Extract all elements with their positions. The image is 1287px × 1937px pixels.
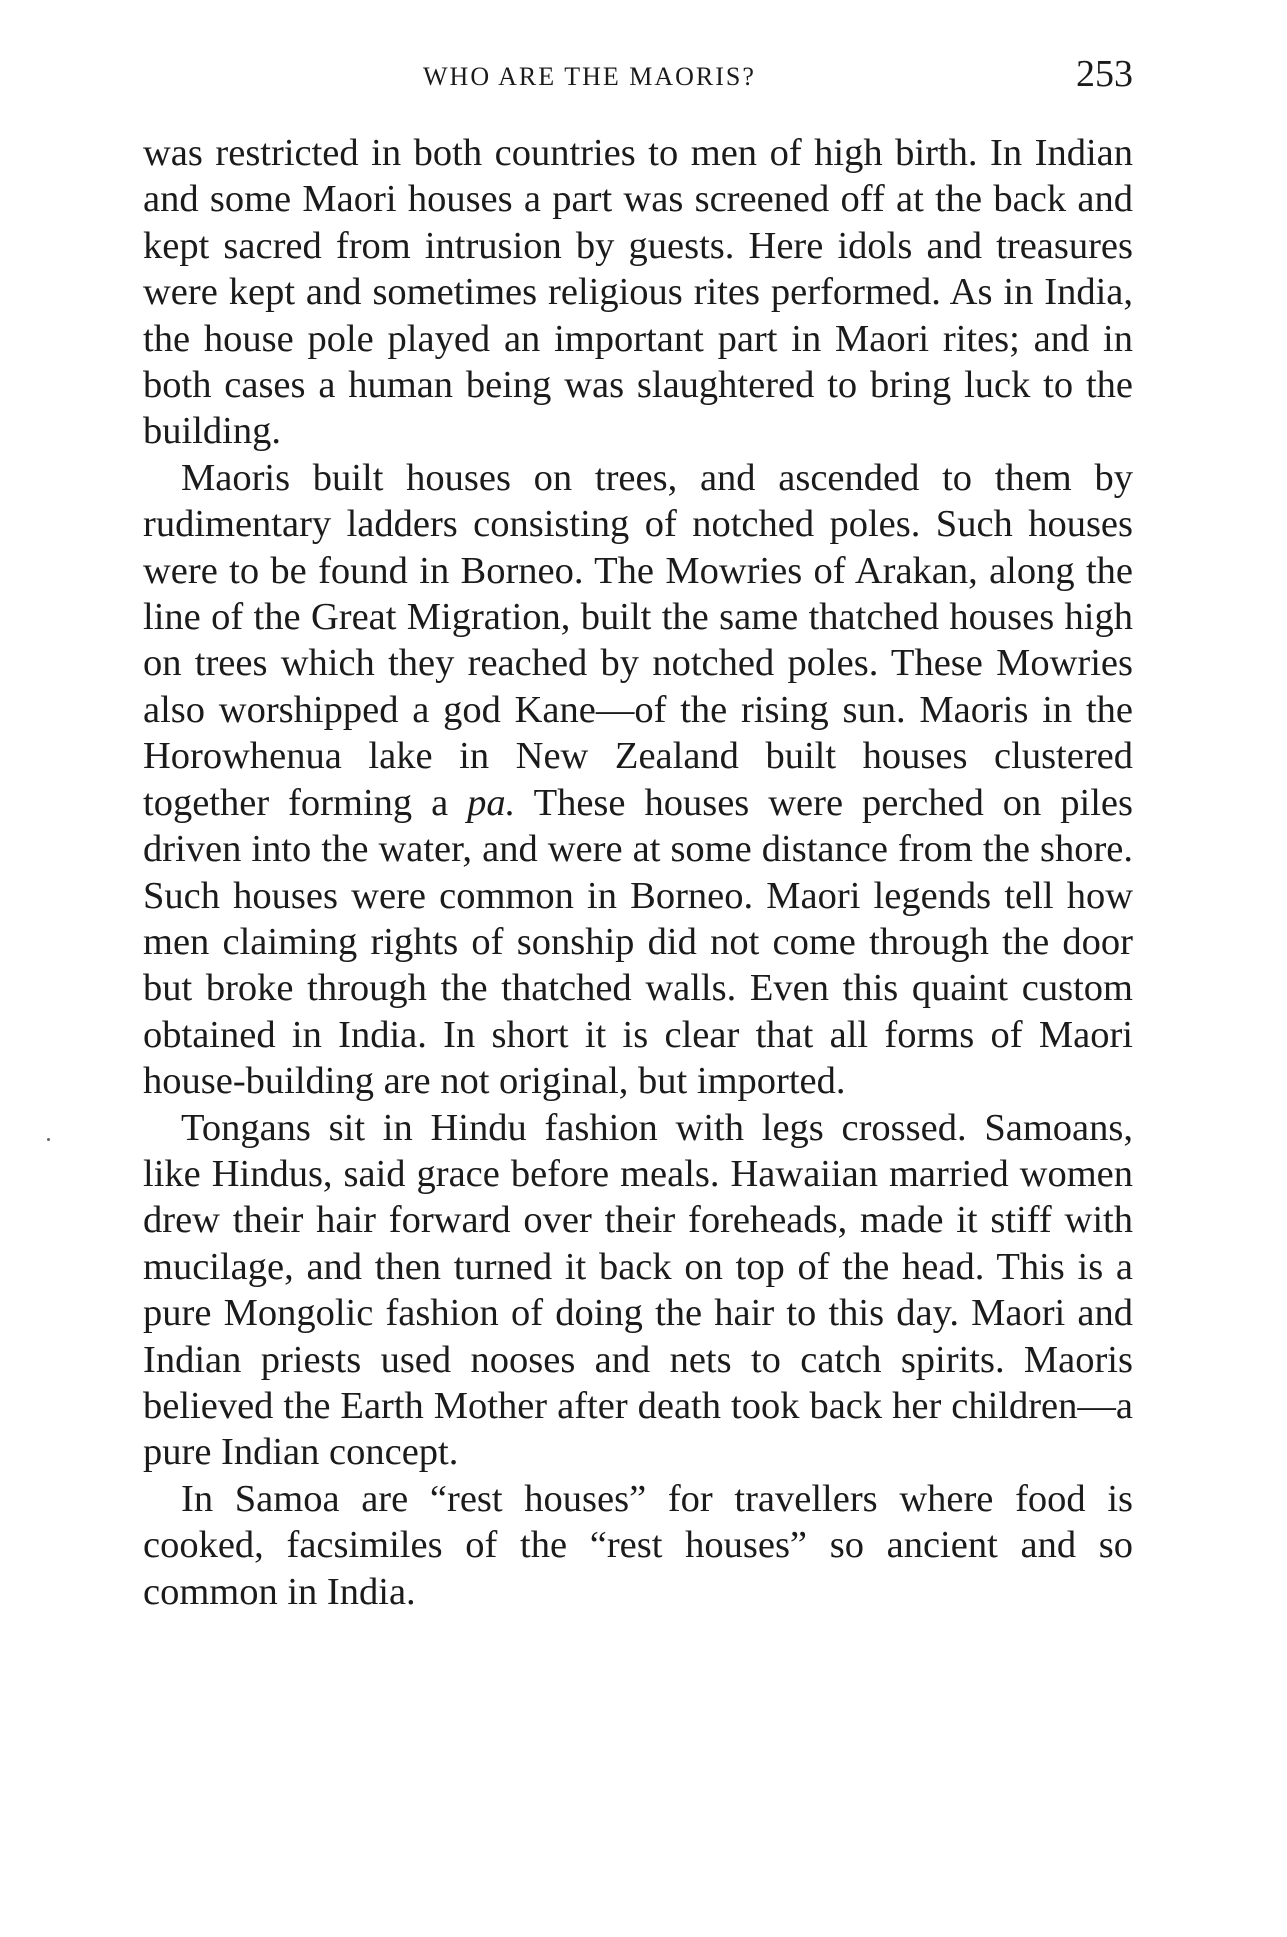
- margin-speck: [47, 1138, 50, 1141]
- paragraph-customs: [143, 1105, 1133, 1476]
- paragraph-text: was restricted in both countries to men of high birth. In Indian and some Maori houses a part was screened off at the back and kept sacred from intrusion by guests. Here idols and treasures were kept and sometimes religious rites performed. As in India, the house pole played an important part in Maori rites; and in both cases a human being was slaughtered to bring luck to the building.: [143, 132, 1133, 453]
- running-title: WHO ARE THE MAORIS?: [423, 62, 756, 91]
- paragraph-continued: [143, 130, 1133, 455]
- italic-term: pa.: [467, 781, 516, 824]
- page-number: 253: [1076, 53, 1133, 95]
- paragraph-text: These houses were perched on piles driven into the water, and were at some distance from the shore. Such houses were common in Borneo. Maori legends tell how men claiming rights of sonship did not come through the door but broke through the thatched walls. Even this quaint custom obtained in India. In short it is clear that all forms of Maori house-building are not original, but imported.: [143, 781, 1133, 1103]
- paragraph-text: Tongans sit in Hindu fashion with legs crossed. Samoans, like Hindus, said grace before meals. Hawaiian married women drew their hair forward over their foreheads, made it stiff with mucilage, and then turned it back on top of the head. This is a pure Mongolic fashion of doing the hair to this day. Maori and Indian priests used nooses and nets to catch spirits. Maoris believed the Earth Mother after death took back her children—a pure Indian concept.: [143, 1106, 1133, 1474]
- paragraph-rest-houses: [143, 1476, 1133, 1615]
- body-text: [143, 130, 1133, 1615]
- paragraph-text: In Samoa are “rest houses” for travellers where food is cooked, facsimiles of the “rest houses” so ancient and so common in India.: [143, 1477, 1133, 1613]
- running-head: [143, 52, 1133, 104]
- paragraph-houses-on-trees: [143, 455, 1133, 1105]
- paragraph-text: Maoris built houses on trees, and ascended to them by rudimentary ladders consisting of notched poles. Such houses were to be found in Borneo. The Mowries of Arakan, along the line of the Great Migration, built the same thatched houses high on trees which they reached by notched poles. These Mowries also worshipped a god Kane—of the rising sun. Maoris in the Horowhenua lake in New Zealand built houses clustered together forming a: [143, 456, 1133, 824]
